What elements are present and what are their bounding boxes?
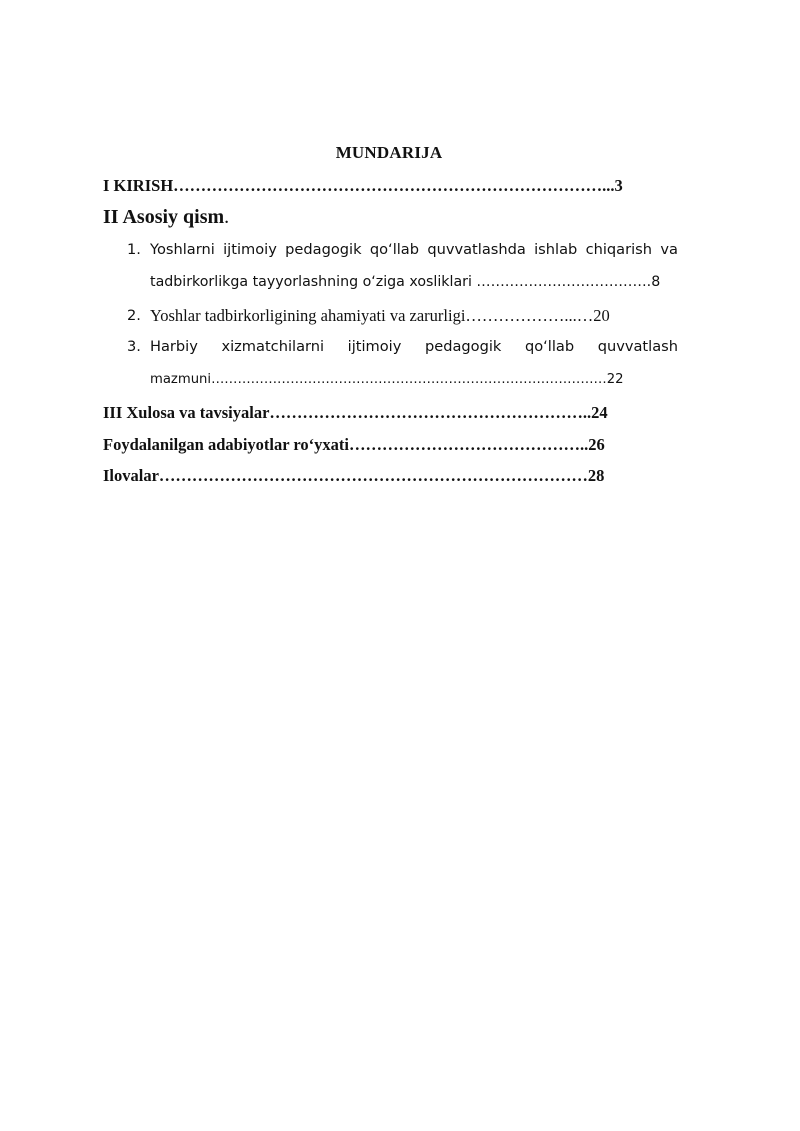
toc-item-number: 1. [127,241,141,258]
toc-item-number: 3. [127,338,141,355]
word: quvvatlashda [427,241,526,258]
section-heading-dot: . [224,206,230,228]
toc-item-1-line-2: tadbirkorlikga tayyorlashning o‘ziga xosliklari ……………………………….8 [150,274,661,290]
toc-entry-appendix: Ilovalar……………………………………………………………………28 [103,466,605,485]
word: pedagogik [285,241,362,258]
word: ijtimoiy [223,241,277,258]
toc-item-3-line-2: mazmuni………………………………………………………………………………22 [150,372,624,387]
toc-section-main-heading [103,206,229,229]
word: Harbiy [150,338,198,355]
toc-item-1-line-1 [150,241,678,258]
word: qo‘llab [369,241,420,258]
page-title: MUNDARIJA [335,143,443,162]
toc-item-2-line-1: Yoshlar tadbirkorligining ahamiyati va zarurligi………………...…20 [150,306,610,325]
toc-entry-conclusion: III Xulosa va tavsiyalar…………………………………………………..24 [103,403,608,422]
toc-item-3-line-1 [150,338,678,355]
toc-entry-references: Foydalanilgan adabiyotlar ro‘yxati……………………………………..26 [103,435,605,454]
word: qo‘llab [524,338,575,355]
word: va [660,241,678,258]
word: chiqarish [585,241,653,258]
word: ishlab [534,241,578,258]
toc-item-number: 2. [127,307,141,324]
word: pedagogik [424,338,502,355]
section-heading-text: II Asosiy qism [103,206,225,228]
word: quvvatlash [597,338,678,355]
word: Yoshlarni [150,241,215,258]
word: xizmatchilarni [221,338,325,355]
toc-entry-introduction: I KIRISH……………………………………………………………………...3 [103,176,623,195]
word: ijtimoiy [347,338,402,355]
